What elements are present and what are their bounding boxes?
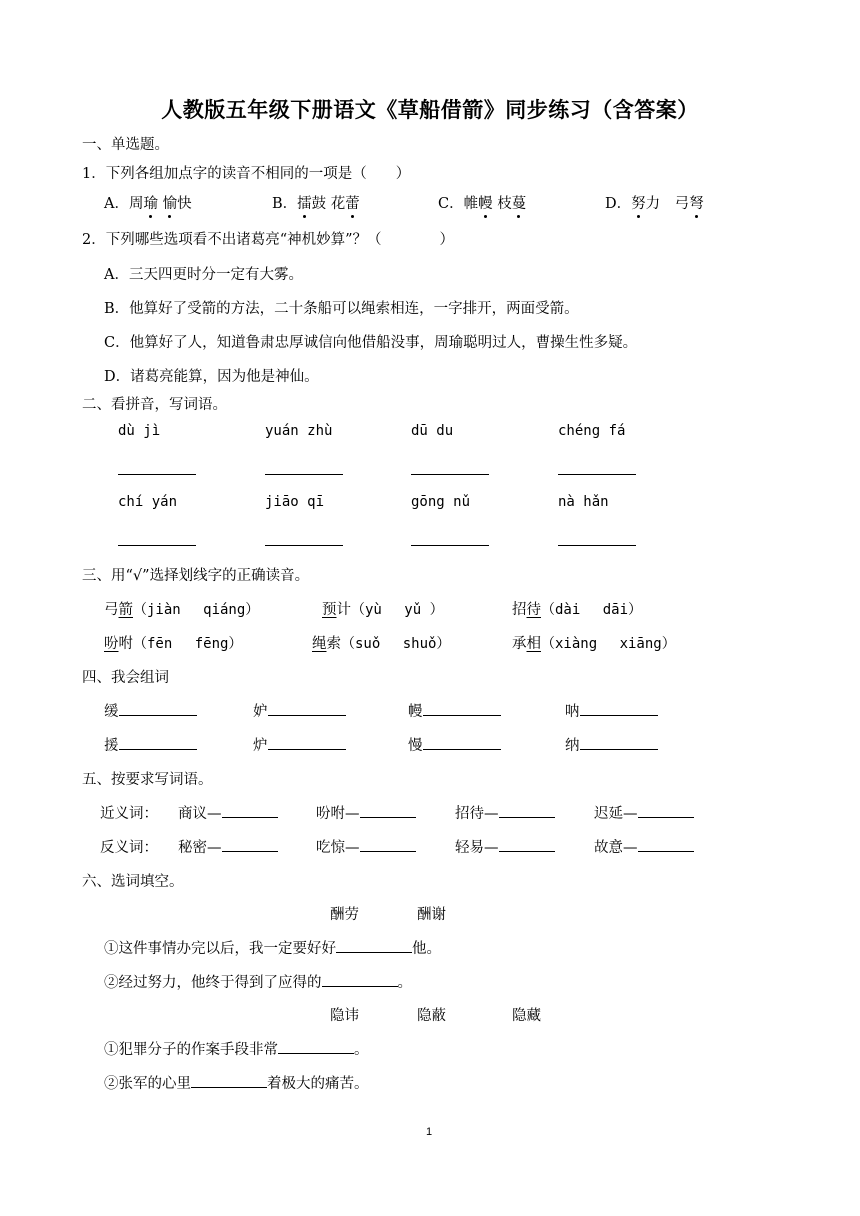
pinyin: chéng fá xyxy=(558,423,626,439)
antonym-item: 故意— xyxy=(594,836,694,857)
synonym-item: 吩咐— xyxy=(316,802,416,823)
answer-blank[interactable] xyxy=(191,1075,267,1088)
q1-option-a: A．周瑜 愉快 xyxy=(104,192,192,213)
antonym-label: 反义词： xyxy=(100,840,158,856)
word-group-item: 缓 xyxy=(104,700,197,721)
answer-blank[interactable] xyxy=(360,805,416,818)
answer-blank[interactable] xyxy=(558,473,636,475)
pinyin: jiāo qī xyxy=(265,494,325,510)
pinyin: yuán zhù xyxy=(265,423,333,439)
reading-choice[interactable]: 招待（dài dāi） xyxy=(512,602,643,618)
section-4-heading: 四、我会组词 xyxy=(82,670,169,686)
fill-sentence: ②张军的心里 着极大的痛苦。 xyxy=(104,1076,369,1092)
answer-blank[interactable] xyxy=(222,839,278,852)
pinyin: nà hǎn xyxy=(558,494,609,510)
q2-option-d: D．诸葛亮能算，因为他是神仙。 xyxy=(104,369,319,385)
answer-blank[interactable] xyxy=(423,737,501,750)
question-1-stem: 1．下列各组加点字的读音不相同的一项是（ ） xyxy=(82,166,411,182)
word-group-item: 炉 xyxy=(253,734,346,755)
word-option: 隐藏 xyxy=(512,1008,541,1024)
reading-choice[interactable]: 吩咐（fēn fēng） xyxy=(104,636,243,652)
answer-blank[interactable] xyxy=(119,703,197,716)
answer-blank[interactable] xyxy=(119,737,197,750)
answer-blank[interactable] xyxy=(499,839,555,852)
pinyin: dū du xyxy=(411,423,454,439)
reading-choice[interactable]: 承相（xiàng xiāng） xyxy=(512,636,676,652)
section-5-heading: 五、按要求写词语。 xyxy=(82,772,213,788)
q2-option-b: B．他算好了受箭的方法，二十条船可以绳索相连，一字排开，两面受箭。 xyxy=(104,301,579,317)
answer-blank[interactable] xyxy=(322,974,398,987)
dotted-char: 瑜 xyxy=(143,192,158,213)
answer-blank[interactable] xyxy=(580,737,658,750)
reading-choice[interactable]: 弓箭（jiàn qiáng） xyxy=(104,602,260,618)
antonym-item: 轻易— xyxy=(455,836,555,857)
answer-blank[interactable] xyxy=(499,805,555,818)
fill-sentence: ①这件事情办完以后，我一定要好好 他。 xyxy=(104,941,441,957)
dotted-char: 蔓 xyxy=(512,192,527,213)
answer-blank[interactable] xyxy=(268,703,346,716)
fill-sentence: ②经过努力，他终于得到了应得的 。 xyxy=(104,975,412,991)
synonym-item: 迟延— xyxy=(594,802,694,823)
pinyin: gōng nǔ xyxy=(411,494,471,510)
underlined-char: 绳 xyxy=(312,636,327,652)
page-title: 人教版五年级下册语文《草船借箭》同步练习（含答案） xyxy=(161,97,699,122)
answer-blank[interactable] xyxy=(360,839,416,852)
q2-option-c: C．他算好了人，知道鲁肃忠厚诚信向他借船没事，周瑜聪明过人，曹操生性多疑。 xyxy=(104,335,638,351)
pinyin: chí yán xyxy=(118,494,178,510)
reading-choice[interactable]: 预计（yù yǔ ） xyxy=(322,602,444,618)
answer-blank[interactable] xyxy=(411,544,489,546)
underlined-char: 预 xyxy=(322,602,337,618)
answer-blank[interactable] xyxy=(336,940,412,953)
fill-sentence: ①犯罪分子的作案手段非常 。 xyxy=(104,1042,369,1058)
section-2-heading: 二、看拼音，写词语。 xyxy=(82,397,227,413)
answer-blank[interactable] xyxy=(265,544,343,546)
answer-blank[interactable] xyxy=(580,703,658,716)
answer-blank[interactable] xyxy=(118,473,196,475)
dotted-char: 幔 xyxy=(478,192,493,213)
answer-blank[interactable] xyxy=(265,473,343,475)
underlined-char: 相 xyxy=(526,636,541,652)
synonym-item: 招待— xyxy=(455,802,555,823)
reading-choice[interactable]: 绳索（suǒ shuǒ） xyxy=(312,636,451,652)
answer-blank[interactable] xyxy=(638,805,694,818)
page-number: 1 xyxy=(426,1126,433,1138)
dotted-char: 蕾 xyxy=(345,192,360,213)
underlined-char: 吩 xyxy=(104,636,119,652)
word-option: 酬劳 xyxy=(330,907,359,923)
word-group-item: 呐 xyxy=(565,700,658,721)
word-option: 隐讳 xyxy=(330,1008,359,1024)
antonym-item: 吃惊— xyxy=(316,836,416,857)
underlined-char: 待 xyxy=(526,602,541,618)
word-option: 酬谢 xyxy=(417,907,446,923)
word-group-item: 妒 xyxy=(253,700,346,721)
answer-blank[interactable] xyxy=(411,473,489,475)
synonym-item: 商议— xyxy=(178,802,278,823)
answer-blank[interactable] xyxy=(638,839,694,852)
dotted-char: 擂 xyxy=(297,192,312,213)
q1-option-c: C．帷幔 枝蔓 xyxy=(438,192,526,213)
answer-blank[interactable] xyxy=(118,544,196,546)
dotted-char: 弩 xyxy=(689,192,704,213)
section-6-heading: 六、选词填空。 xyxy=(82,874,184,890)
antonym-item: 秘密— xyxy=(178,836,278,857)
q2-option-a: A．三天四更时分一定有大雾。 xyxy=(104,267,303,283)
word-group-item: 幔 xyxy=(408,700,501,721)
section-3-heading: 三、用“√”选择划线字的正确读音。 xyxy=(82,568,310,584)
pinyin: dù jì xyxy=(118,423,161,439)
word-group-item: 援 xyxy=(104,734,197,755)
dotted-char: 努 xyxy=(631,192,646,213)
question-2-stem: 2．下列哪些选项看不出诸葛亮“神机妙算”？（ ） xyxy=(82,232,455,248)
answer-blank[interactable] xyxy=(558,544,636,546)
section-1-heading: 一、单选题。 xyxy=(82,137,169,153)
word-group-item: 慢 xyxy=(408,734,501,755)
answer-blank[interactable] xyxy=(423,703,501,716)
word-option: 隐蔽 xyxy=(417,1008,446,1024)
answer-blank[interactable] xyxy=(278,1041,354,1054)
q1-option-d: D．努力 弓弩 xyxy=(605,192,704,213)
synonym-label: 近义词： xyxy=(100,806,158,822)
answer-blank[interactable] xyxy=(268,737,346,750)
answer-blank[interactable] xyxy=(222,805,278,818)
q1-option-b: B．擂鼓 花蕾 xyxy=(272,192,360,213)
underlined-char: 箭 xyxy=(118,602,133,618)
word-group-item: 纳 xyxy=(565,734,658,755)
dotted-char: 愉 xyxy=(163,192,178,213)
